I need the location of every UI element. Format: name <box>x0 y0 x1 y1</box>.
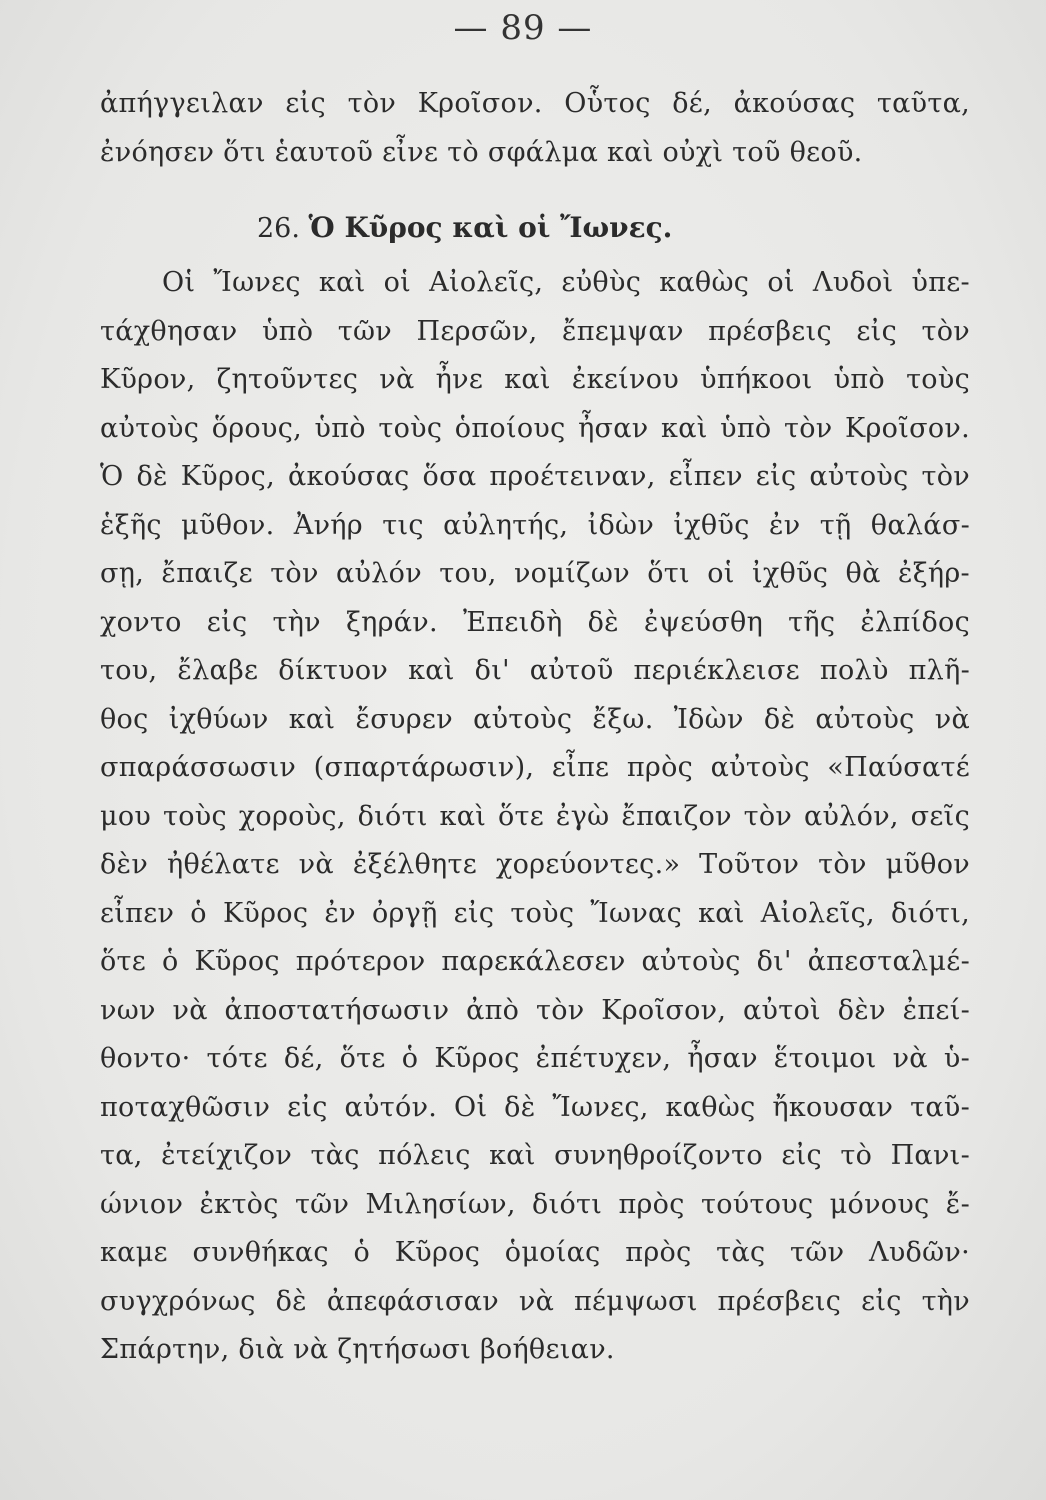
text-line: ποταχθῶσιν εἰς αὐτόν. Οἱ δὲ Ἴωνες, καθὼς ἤκουσαν ταῦ- <box>100 1091 970 1123</box>
text-line: νων νὰ ἀποστατήσωσιν ἀπὸ τὸν Κροῖσον, αὐτοὶ δὲν ἐπεί- <box>100 994 970 1026</box>
text-line: Κῦρον, ζητοῦντες νὰ ἦνε καὶ ἐκείνου ὑπήκοοι ὑπὸ τοὺς <box>100 364 970 395</box>
section-heading <box>100 197 970 259</box>
text-line: τάχθησαν ὑπὸ τῶν Περσῶν, ἔπεμψαν πρέσβεις εἰς τὸν <box>100 315 970 347</box>
text-line: Σπάρτην, διὰ νὰ ζητήσωσι βοήθειαν. <box>100 1334 615 1365</box>
text-line: σπαράσσωσιν (σπαρτάρωσιν), εἶπε πρὸς αὐτοὺς «Παύσατέ <box>100 752 970 783</box>
text-line: του, ἔλαβε δίκτυον καὶ δι' αὐτοῦ περιέκλεισε πολὺ πλῆ- <box>100 655 970 686</box>
text-line: μου τοὺς χοροὺς, διότι καὶ ὅτε ἐγὼ ἔπαιζον τὸν αὐλόν, σεῖς <box>100 800 970 832</box>
text-line: εἶπεν ὁ Κῦρος ἐν ὀργῇ εἰς τοὺς Ἴωνας καὶ Αἰολεῖς, διότι, <box>100 897 970 929</box>
text-line: δὲν ἠθέλατε νὰ ἐξέλθητε χορεύοντες.» Τοῦτον τὸν μῦθον <box>100 849 970 880</box>
text-line: θοντο· τότε δέ, ὅτε ὁ Κῦρος ἐπέτυχεν, ἦσαν ἕτοιμοι νὰ ὑ- <box>100 1043 970 1074</box>
page-number: — 89 — <box>453 8 593 48</box>
text-line: καμε συνθήκας ὁ Κῦρος ὁμοίας πρὸς τὰς τῶν Λυδῶν· <box>100 1237 970 1268</box>
text-line: ἐνόησεν ὅτι ἑαυτοῦ εἶνε τὸ σφάλμα καὶ οὐχὶ τοῦ θεοῦ. <box>100 136 863 168</box>
text-line: Ὁ δὲ Κῦρος, ἀκούσας ὅσα προέτειναν, εἶπεν εἰς αὐτοὺς τὸν <box>100 461 970 492</box>
text-line: ἑξῆς μῦθον. Ἀνήρ τις αὐλητής, ἰδὼν ἰχθῦς ἐν τῇ θαλάσ- <box>100 509 970 541</box>
text-block <box>100 80 970 1375</box>
text-line: σῃ, ἔπαιζε τὸν αὐλόν του, νομίζων ὅτι οἱ ἰχθῦς θὰ ἐξήρ- <box>100 558 970 589</box>
section-title: Ὁ Κῦρος καὶ οἱ Ἴωνες. <box>308 211 673 244</box>
paragraph-first-line: Οἱ Ἴωνες καὶ οἱ Αἰολεῖς, εὐθὺς καθὼς οἱ Λυδοὶ ὑπε- <box>162 267 970 298</box>
text-line: ὅτε ὁ Κῦρος πρότερον παρεκάλεσεν αὐτοὺς δι' ἀπεσταλμέ- <box>100 946 970 977</box>
text-line: τα, ἐτείχιζον τὰς πόλεις καὶ συνηθροίζοντο εἰς τὸ Πανι- <box>100 1140 970 1171</box>
text-line: ἀπήγγειλαν εἰς τὸν Κροῖσον. Οὗτος δέ, ἀκούσας ταῦτα, <box>100 88 970 119</box>
text-line: ώνιον ἐκτὸς τῶν Μιλησίων, διότι πρὸς τούτους μόνους ἔ- <box>100 1188 970 1220</box>
text-line: αὐτοὺς ὅρους, ὑπὸ τοὺς ὁποίους ἦσαν καὶ ὑπὸ τὸν Κροῖσον. <box>100 412 970 444</box>
text-line: θος ἰχθύων καὶ ἔσυρεν αὐτοὺς ἔξω. Ἰδὼν δὲ αὐτοὺς νὰ <box>100 703 970 735</box>
section-number: 26. <box>257 213 300 244</box>
text-line: συγχρόνως δὲ ἀπεφάσισαν νὰ πέμψωσι πρέσβεις εἰς τὴν <box>100 1285 970 1317</box>
text-line: χοντο εἰς τὴν ξηράν. Ἐπειδὴ δὲ ἐψεύσθη τῆς ἐλπίδος <box>100 606 970 638</box>
